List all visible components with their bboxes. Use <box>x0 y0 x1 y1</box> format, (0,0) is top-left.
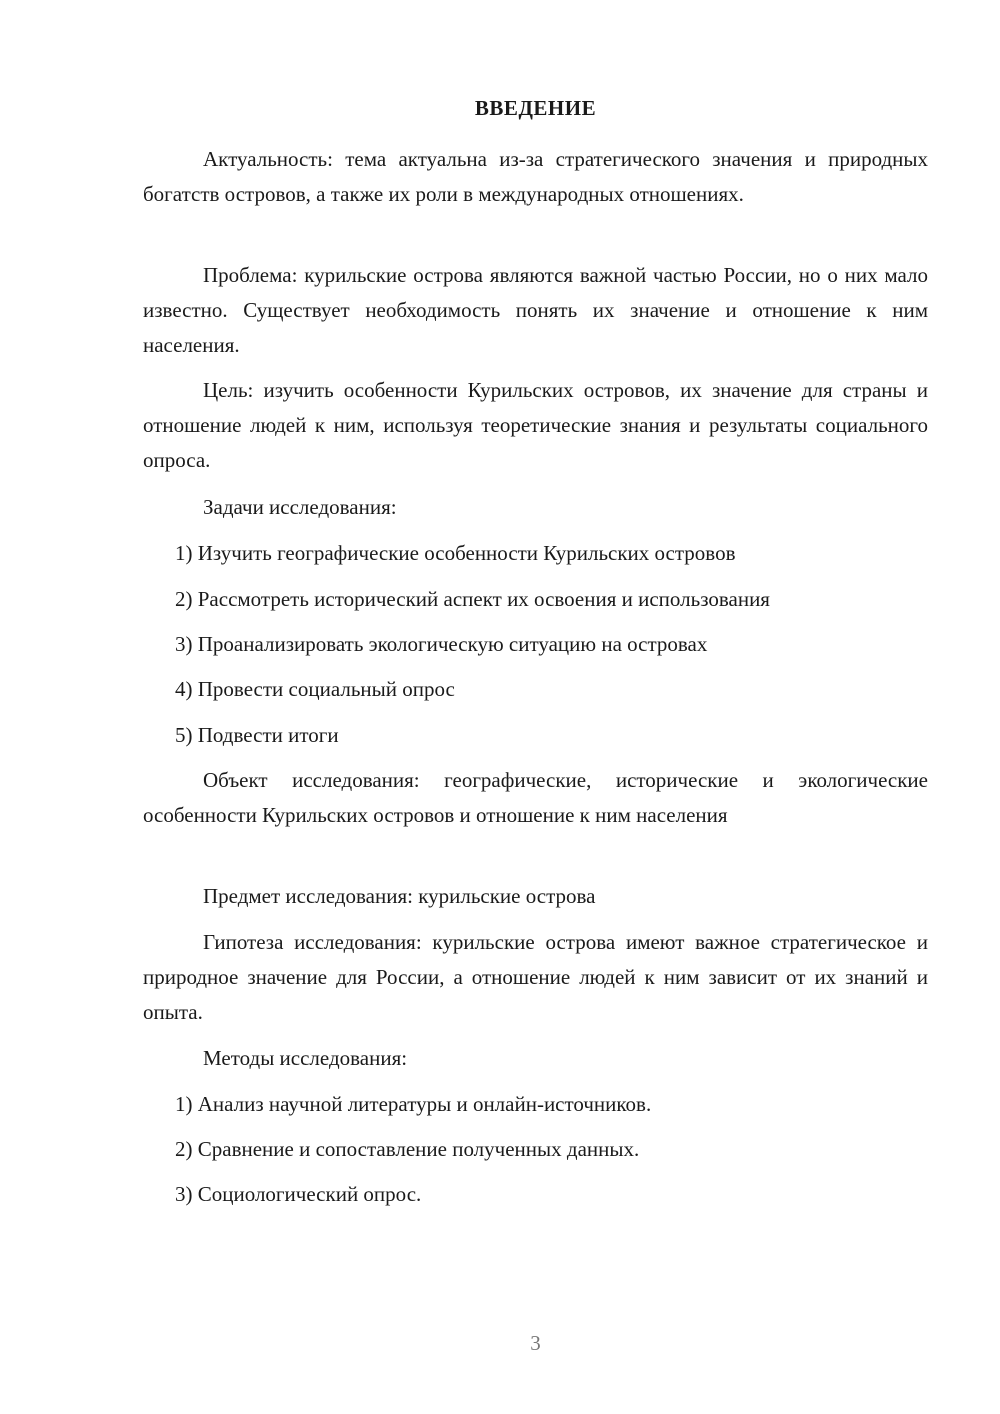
object-paragraph: Объект исследования: географические, исторические и экологические особенности Курильских островов и отношение к ним населения <box>143 768 928 827</box>
task-item: 5) Подвести итоги <box>175 723 339 747</box>
page-title: ВВЕДЕНИЕ <box>474 96 597 120</box>
tasks-heading: Задачи исследования: <box>203 495 397 519</box>
goal-paragraph: Цель: изучить особенности Курильских островов, их значение для страны и отношение людей к ним, используя теоретические знания и результаты социального опроса. <box>143 378 928 472</box>
method-item: 3) Социологический опрос. <box>175 1182 422 1206</box>
task-item: 1) Изучить географические особенности Курильских островов <box>175 541 736 565</box>
problem-paragraph: Проблема: курильские острова являются важной частью России, но о них мало известно. Существует необходимость понять их значение и отношение к ним населения. <box>143 263 928 357</box>
task-item: 3) Проанализировать экологическую ситуацию на островах <box>175 632 708 656</box>
hypothesis-paragraph: Гипотеза исследования: курильские острова имеют важное стратегическое и природное значение для России, а отношение людей к ним зависит от их знаний и опыта. <box>143 930 928 1024</box>
subject-paragraph: Предмет исследования: курильские острова <box>203 884 596 908</box>
relevance-paragraph: Актуальность: тема актуальна из-за стратегического значения и природных богатств островов, а также их роли в международных отношениях. <box>143 147 928 206</box>
task-item: 4) Провести социальный опрос <box>175 677 455 701</box>
method-item: 1) Анализ научной литературы и онлайн-источников. <box>175 1092 652 1116</box>
method-item: 2) Сравнение и сопоставление полученных данных. <box>175 1137 640 1161</box>
task-item: 2) Рассмотреть исторический аспект их освоения и использования <box>175 587 770 611</box>
page-number: 3 <box>530 1331 541 1355</box>
document-page <box>143 0 928 1414</box>
methods-heading: Методы исследования: <box>203 1046 408 1070</box>
